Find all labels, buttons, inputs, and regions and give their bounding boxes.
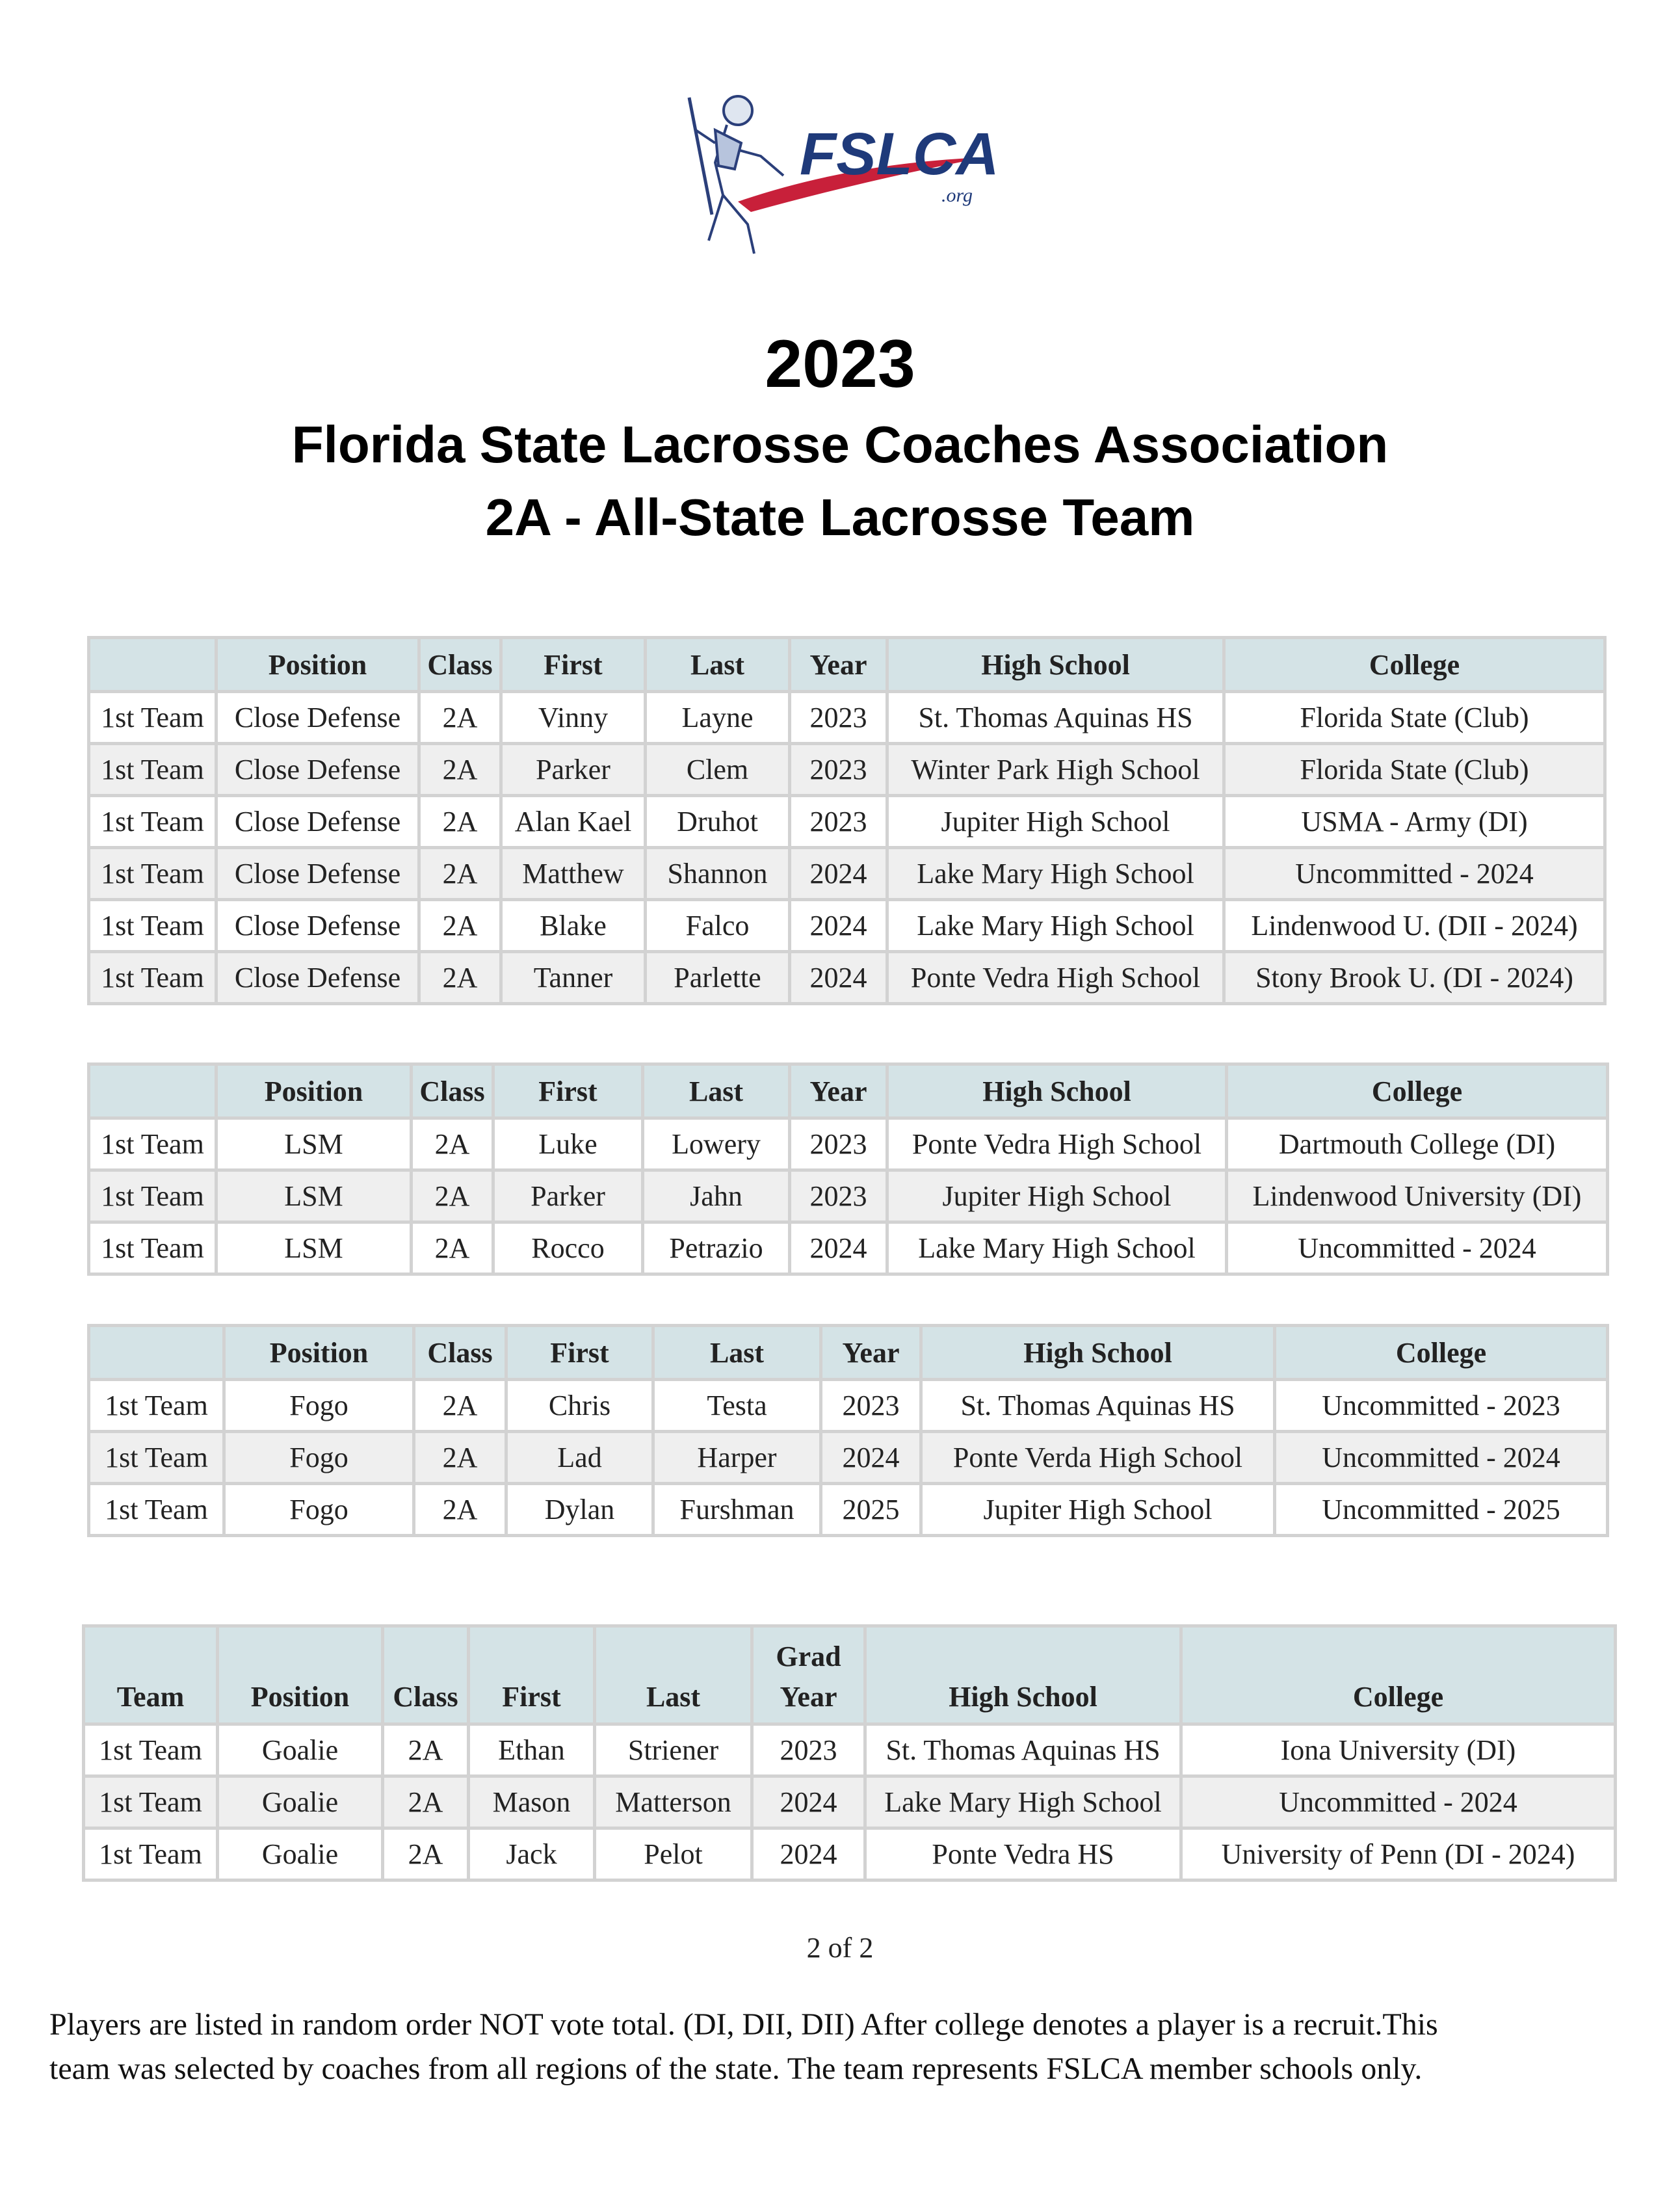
column-header: Grad Year [752, 1626, 865, 1724]
table-cell: Ponte Vedra High School [887, 1118, 1227, 1170]
table-cell: Jupiter High School [921, 1484, 1275, 1536]
table-row [89, 796, 1605, 848]
table-cell: 2024 [752, 1776, 865, 1828]
column-header: First [493, 1064, 643, 1118]
table-cell: Uncommitted - 2024 [1181, 1776, 1616, 1828]
table-row [89, 744, 1605, 796]
table-cell: 2025 [821, 1484, 921, 1536]
table-cell: Clem [646, 744, 790, 796]
column-header: Last [646, 638, 790, 692]
table-cell: 2023 [790, 1170, 887, 1222]
logo-wordmark: FSLCA [800, 121, 999, 187]
table-cell: 1st Team [89, 796, 217, 848]
table-cell: 2023 [790, 796, 887, 848]
column-header: Last [643, 1064, 790, 1118]
table-cell: Testa [653, 1380, 821, 1432]
table-cell: Shannon [646, 848, 790, 900]
column-header: First [506, 1326, 653, 1380]
table-cell: LSM [217, 1170, 412, 1222]
column-header: Last [595, 1626, 752, 1724]
table-cell: 2A [419, 952, 501, 1004]
column-header: First [469, 1626, 595, 1724]
column-header: College [1181, 1626, 1616, 1724]
table-cell: Ethan [469, 1724, 595, 1776]
column-header: College [1224, 638, 1605, 692]
table-cell: 1st Team [89, 1170, 217, 1222]
table-cell: 2023 [790, 692, 887, 744]
column-header: Position [217, 1064, 412, 1118]
column-header: College [1275, 1326, 1608, 1380]
table-cell: Uncommitted - 2024 [1224, 848, 1605, 900]
table-cell: Jahn [643, 1170, 790, 1222]
table-cell: Ponte Vedra HS [865, 1828, 1181, 1880]
table-cell: Lake Mary High School [887, 900, 1224, 952]
table-cell: Close Defense [217, 692, 419, 744]
table-cell: Stony Brook U. (DI - 2024) [1224, 952, 1605, 1004]
table-cell: Uncommitted - 2024 [1275, 1432, 1608, 1484]
table-cell: Lindenwood University (DI) [1227, 1170, 1608, 1222]
page-year: 2023 [765, 326, 915, 402]
table-cell: 1st Team [89, 952, 217, 1004]
table-cell: Striener [595, 1724, 752, 1776]
table-cell: 2A [419, 848, 501, 900]
table-cell: Lindenwood U. (DII - 2024) [1224, 900, 1605, 952]
table-cell: 1st Team [89, 1118, 217, 1170]
column-header: Class [419, 638, 501, 692]
table-cell: 2A [419, 692, 501, 744]
table-cell: Florida State (Club) [1224, 744, 1605, 796]
table-header-row [89, 1326, 1608, 1380]
table-cell: Matterson [595, 1776, 752, 1828]
table-cell: St. Thomas Aquinas HS [865, 1724, 1181, 1776]
table-cell: 2A [414, 1484, 506, 1536]
table-cell: 1st Team [84, 1828, 218, 1880]
table-cell: Fogo [224, 1484, 414, 1536]
footnote: Players are listed in random order NOT vote total. (DI, DII, DII) After college denotes a player is a recruit.This team was selected by coaches from all regions of the state. The team represents FSLCA member schools only. [49, 2007, 1438, 2086]
table-header-row [89, 1064, 1608, 1118]
table-row [89, 1118, 1608, 1170]
table-cell: 2024 [790, 900, 887, 952]
table-cell: 2A [412, 1118, 493, 1170]
table-cell: USMA - Army (DI) [1224, 796, 1605, 848]
table-cell: Close Defense [217, 900, 419, 952]
table-cell: Alan Kael [501, 796, 646, 848]
table-cell: LSM [217, 1222, 412, 1274]
column-header: Year [790, 1064, 887, 1118]
table-cell: Lowery [643, 1118, 790, 1170]
table-cell: 1st Team [84, 1724, 218, 1776]
table-cell: Vinny [501, 692, 646, 744]
table-cell: Uncommitted - 2025 [1275, 1484, 1608, 1536]
table-cell: Close Defense [217, 848, 419, 900]
table-cell: 1st Team [89, 692, 217, 744]
column-header: High School [865, 1626, 1181, 1724]
table-cell: Mason [469, 1776, 595, 1828]
table-row [89, 1432, 1608, 1484]
table-cell: Furshman [653, 1484, 821, 1536]
column-header: Class [383, 1626, 469, 1724]
table-cell: 2023 [821, 1380, 921, 1432]
table-cell: Lake Mary High School [865, 1776, 1181, 1828]
table-cell: Lake Mary High School [887, 1222, 1227, 1274]
table-cell: Dylan [506, 1484, 653, 1536]
column-header: Position [224, 1326, 414, 1380]
table-cell: Parker [493, 1170, 643, 1222]
table-cell: 1st Team [84, 1776, 218, 1828]
table-cell: Fogo [224, 1432, 414, 1484]
page-title: Florida State Lacrosse Coaches Association [291, 416, 1389, 473]
column-header: High School [887, 1064, 1227, 1118]
table-cell: Close Defense [217, 744, 419, 796]
table-cell: Jupiter High School [887, 1170, 1227, 1222]
table-cell: Winter Park High School [887, 744, 1224, 796]
table-cell: 2A [419, 796, 501, 848]
column-header: Last [653, 1326, 821, 1380]
table-cell: Layne [646, 692, 790, 744]
table-cell: 2A [414, 1432, 506, 1484]
table-cell: Dartmouth College (DI) [1227, 1118, 1608, 1170]
table-cell: 2023 [790, 1118, 887, 1170]
table-cell: 2A [383, 1724, 469, 1776]
table-row [89, 952, 1605, 1004]
table-cell: 2A [412, 1222, 493, 1274]
table-cell: 1st Team [89, 1484, 224, 1536]
table-cell: 1st Team [89, 900, 217, 952]
table-cell: 2A [419, 744, 501, 796]
goalie-table [82, 1624, 1617, 1882]
lacrosse-player-icon [689, 96, 783, 254]
table-cell: 1st Team [89, 744, 217, 796]
table-cell: 1st Team [89, 1432, 224, 1484]
table-cell: Tanner [501, 952, 646, 1004]
column-header: First [501, 638, 646, 692]
table-cell: 2024 [821, 1432, 921, 1484]
table-cell: 2A [414, 1380, 506, 1432]
column-header: Class [414, 1326, 506, 1380]
table-cell: Falco [646, 900, 790, 952]
table-cell: Jack [469, 1828, 595, 1880]
table-cell: 2023 [790, 744, 887, 796]
column-header: Position [217, 638, 419, 692]
page-number: 2 of 2 [806, 1932, 874, 1964]
lsm-table [87, 1062, 1609, 1276]
table-cell: Druhot [646, 796, 790, 848]
table-cell: 2024 [752, 1828, 865, 1880]
table-cell: Iona University (DI) [1181, 1724, 1616, 1776]
table-row [89, 848, 1605, 900]
table-cell: 2A [383, 1776, 469, 1828]
column-header: Year [790, 638, 887, 692]
table-cell: Matthew [501, 848, 646, 900]
table-cell: 2023 [752, 1724, 865, 1776]
table-cell: 2A [412, 1170, 493, 1222]
table-row [84, 1776, 1616, 1828]
table-cell: Lad [506, 1432, 653, 1484]
table-header-row [84, 1626, 1616, 1724]
column-header: High School [887, 638, 1224, 692]
table-cell: Petrazio [643, 1222, 790, 1274]
table-cell: Close Defense [217, 796, 419, 848]
table-cell: LSM [217, 1118, 412, 1170]
table-cell: Parker [501, 744, 646, 796]
table-cell: Ponte Vedra High School [887, 952, 1224, 1004]
table-cell: University of Penn (DI - 2024) [1181, 1828, 1616, 1880]
table-cell: Pelot [595, 1828, 752, 1880]
page-subtitle: 2A - All-State Lacrosse Team [485, 488, 1195, 546]
table-cell: Uncommitted - 2023 [1275, 1380, 1608, 1432]
table-cell: 1st Team [89, 848, 217, 900]
column-header [89, 1064, 217, 1118]
column-header: College [1227, 1064, 1608, 1118]
table-cell: 1st Team [89, 1222, 217, 1274]
table-cell: Lake Mary High School [887, 848, 1224, 900]
table-cell: Chris [506, 1380, 653, 1432]
table-cell: St. Thomas Aquinas HS [887, 692, 1224, 744]
table-cell: Rocco [493, 1222, 643, 1274]
table-row [84, 1724, 1616, 1776]
table-cell: 2A [419, 900, 501, 952]
table-cell: Uncommitted - 2024 [1227, 1222, 1608, 1274]
table-header-row [89, 638, 1605, 692]
table-cell: 2024 [790, 1222, 887, 1274]
table-cell: Goalie [218, 1776, 383, 1828]
column-header: Class [412, 1064, 493, 1118]
fslca-logo [676, 85, 1014, 267]
column-header: Team [84, 1626, 218, 1724]
column-header: Year [821, 1326, 921, 1380]
table-cell: 1st Team [89, 1380, 224, 1432]
logo-suffix: .org [941, 185, 973, 206]
table-cell: St. Thomas Aquinas HS [921, 1380, 1275, 1432]
table-cell: Fogo [224, 1380, 414, 1432]
table-row [84, 1828, 1616, 1880]
table-row [89, 1484, 1608, 1536]
table-cell: Close Defense [217, 952, 419, 1004]
table-cell: 2A [383, 1828, 469, 1880]
column-header [89, 638, 217, 692]
table-cell: 2024 [790, 848, 887, 900]
column-header: Position [218, 1626, 383, 1724]
table-cell: Goalie [218, 1724, 383, 1776]
table-cell: Luke [493, 1118, 643, 1170]
table-cell: Goalie [218, 1828, 383, 1880]
table-row [89, 900, 1605, 952]
fogo-table [87, 1324, 1609, 1537]
table-row [89, 692, 1605, 744]
table-cell: Ponte Verda High School [921, 1432, 1275, 1484]
column-header: High School [921, 1326, 1275, 1380]
table-row [89, 1170, 1608, 1222]
table-cell: Harper [653, 1432, 821, 1484]
table-cell: Jupiter High School [887, 796, 1224, 848]
table-row [89, 1222, 1608, 1274]
table-cell: Parlette [646, 952, 790, 1004]
table-cell: Florida State (Club) [1224, 692, 1605, 744]
table-cell: 2024 [790, 952, 887, 1004]
column-header [89, 1326, 224, 1380]
table-cell: Blake [501, 900, 646, 952]
close-defense-table [87, 636, 1607, 1005]
table-row [89, 1380, 1608, 1432]
